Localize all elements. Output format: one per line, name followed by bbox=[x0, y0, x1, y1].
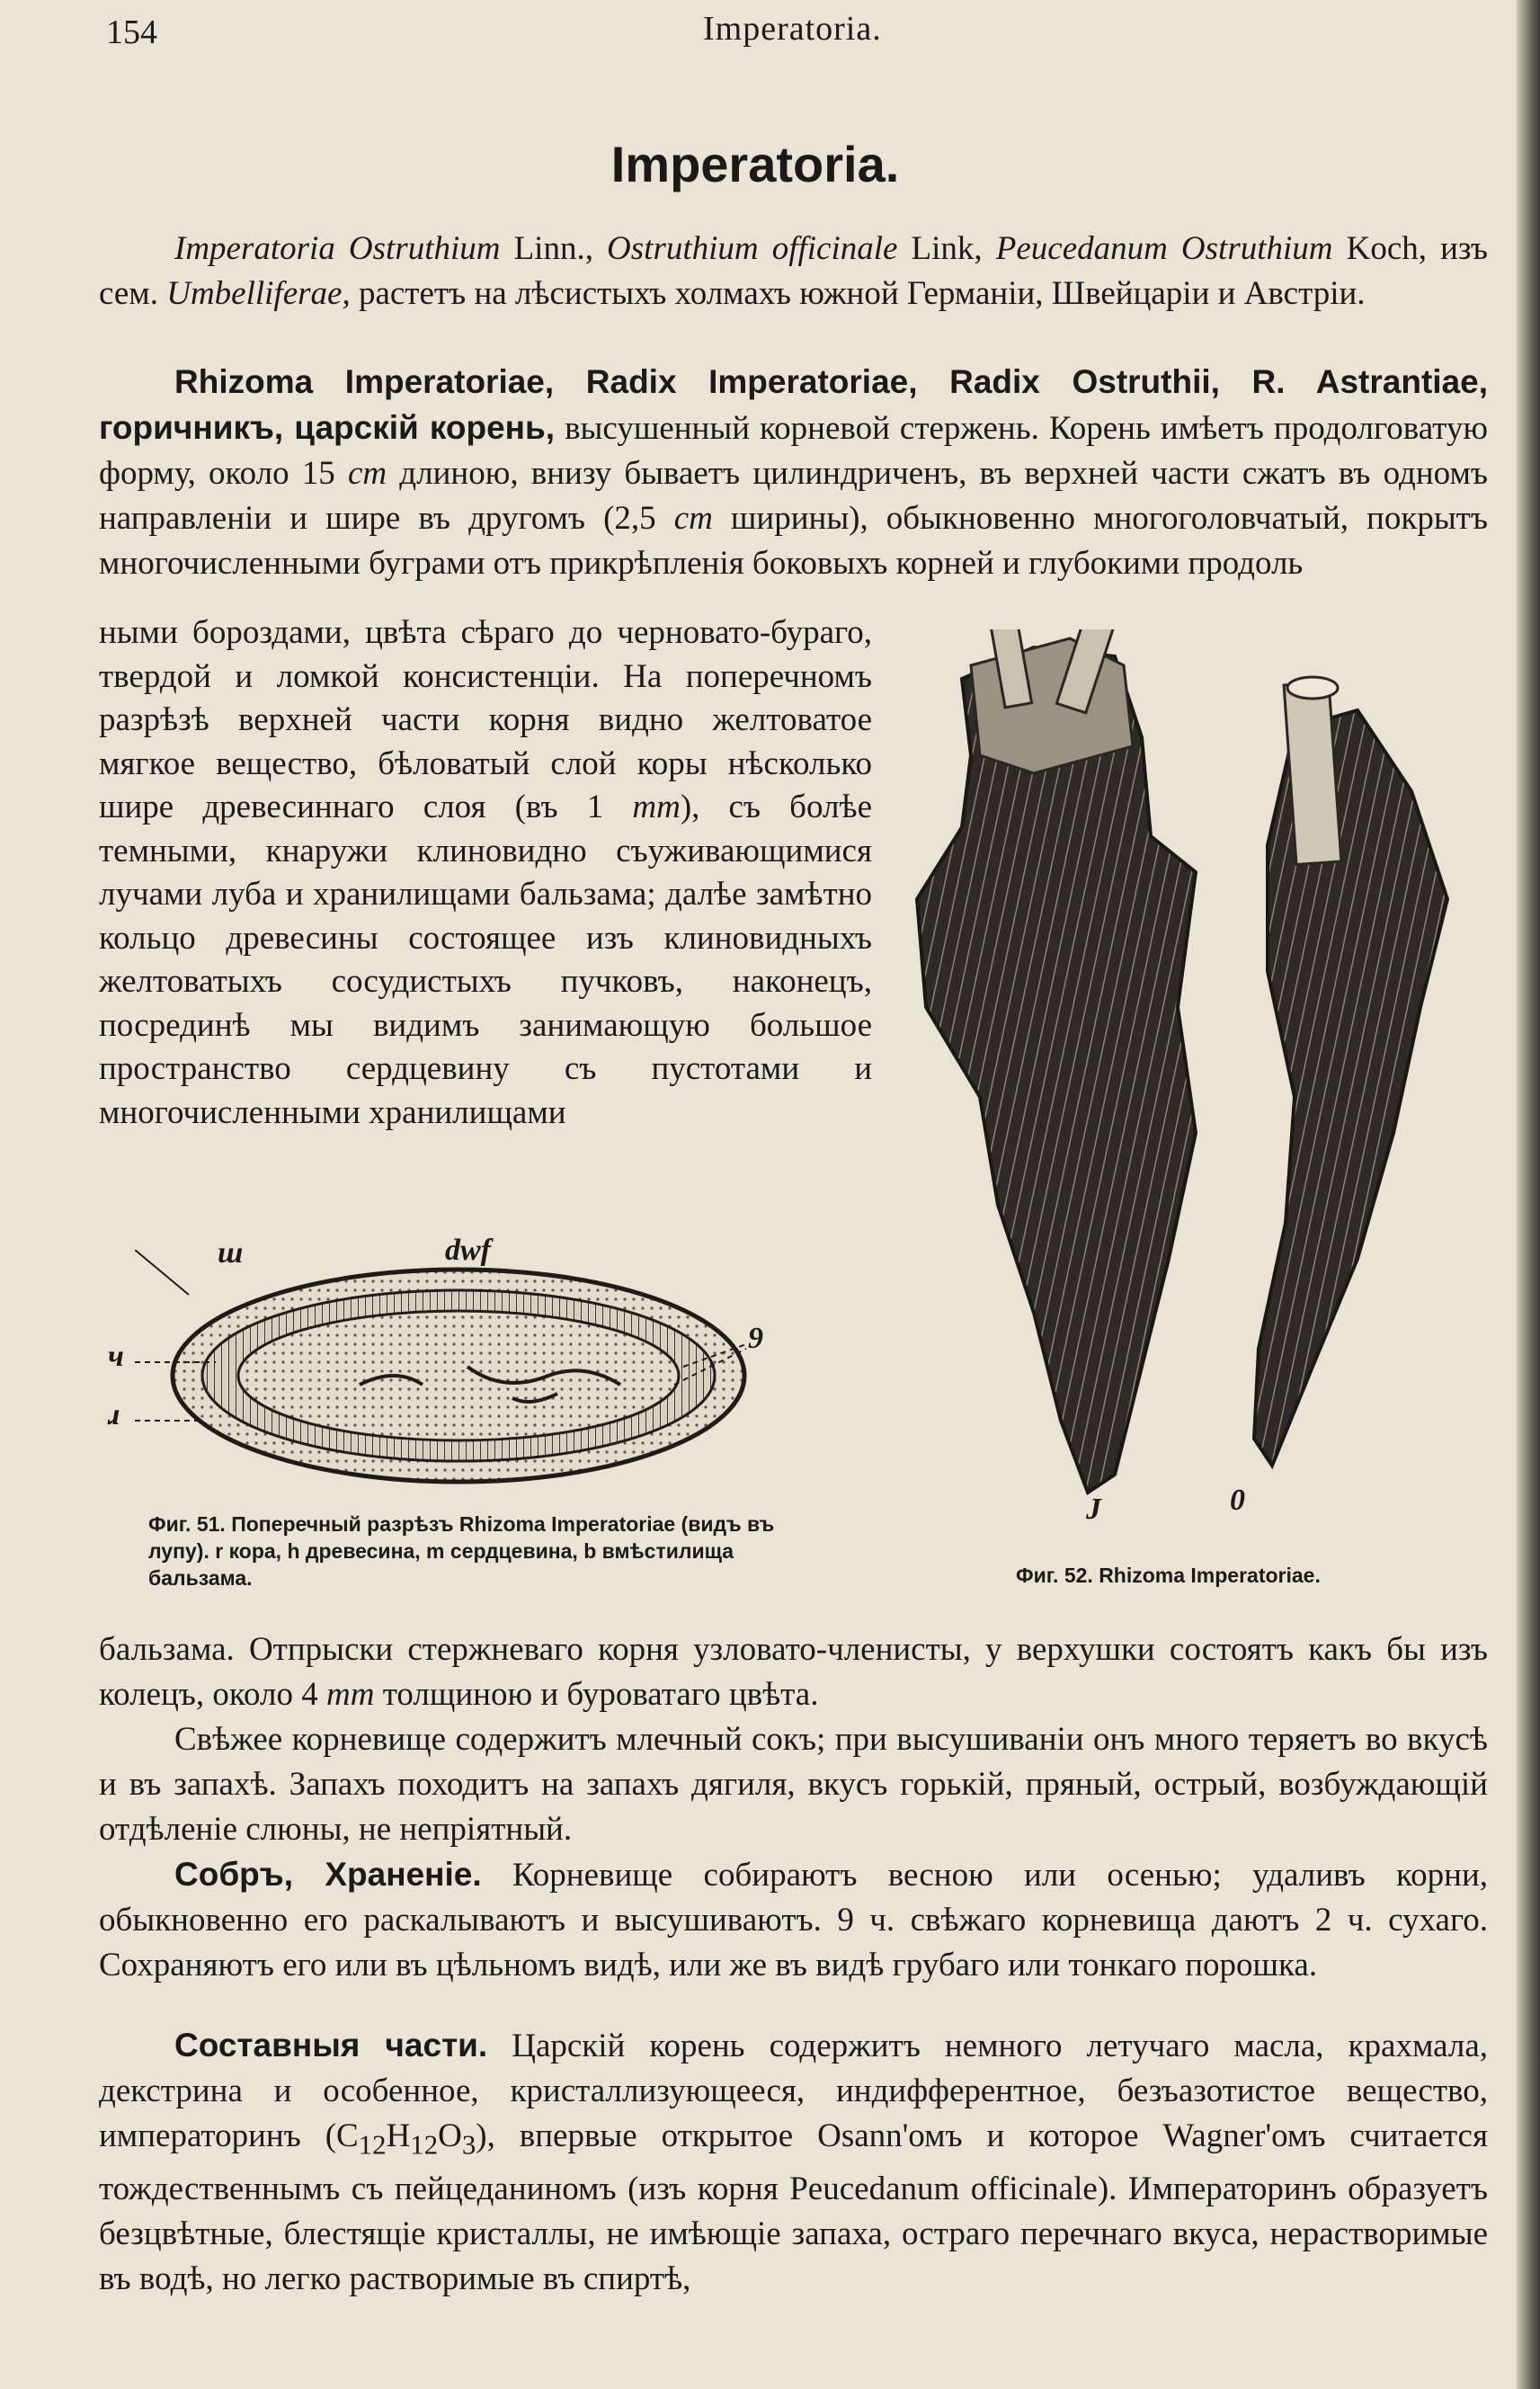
formula-h: H bbox=[386, 2117, 411, 2154]
running-head: Imperatoria. bbox=[703, 10, 882, 48]
formula-o: O bbox=[438, 2117, 462, 2154]
unit-mm: mm bbox=[326, 1676, 375, 1713]
constituents-text-2: ), впервые открытое Osann'омъ и которое Wagner'омъ считается тождественнымъ съ пейцеданиномъ (изъ корня Peucedanum officinale). Императоринъ образуетъ безцвѣтные, блестящіе кристаллы, не имѣющіе запаха, остраго перечнаго вкуса, нерастворимые въ водѣ, но легко растворимые въ спиртѣ, bbox=[99, 2117, 1488, 2298]
article-title: Imperatoria. bbox=[610, 136, 900, 192]
author-koch: Koch, изъ сем. bbox=[99, 230, 1488, 312]
formula-sub-o: 3 bbox=[461, 2129, 476, 2161]
latin-name: Imperatoria Ostruthium bbox=[174, 230, 501, 267]
constituents-paragraph bbox=[99, 2023, 1488, 2302]
page-number: 154 bbox=[106, 13, 157, 51]
unit-mm-1: mm bbox=[632, 789, 681, 825]
author-linn: Linn., bbox=[500, 230, 608, 267]
fig51-label-dwf: dwf bbox=[445, 1234, 491, 1267]
fig51-caption: Фиг. 51. Поперечный разрѣзъ Rhizoma Imperatoriae (видъ въ лупу). r кора, h древесина, m сердцевина, b вмѣстилища бальзама. bbox=[148, 1512, 775, 1590]
description-paragraph-narrow bbox=[99, 611, 872, 1196]
collection-text: Корневище собираютъ весною или осенью; удаливъ корни, обыкновенно его раскалываютъ и высушиваютъ. 9 ч. свѣжаго корневища даютъ 2 ч. сухаго. Сохраняютъ его или въ цѣльномъ видѣ, или же въ видѣ грубаго или тонкаго порошка. bbox=[99, 1857, 1489, 1983]
unit-cm-2: cm bbox=[673, 500, 713, 537]
fresh-root-paragraph: Свѣжее корневище содержитъ млечный сокъ; при высушиваніи онъ много теряетъ во вкусѣ и въ запахѣ. Запахъ походитъ на запахъ дягиля, вкусъ горькій, пряный, острый, возбуждающій отдѣленіе слюны, не непріятный. bbox=[99, 1721, 1488, 1848]
description-text-2: длиною, внизу бываетъ цилиндриченъ, въ верхней части сжатъ въ одномъ направленіи и шире въ другомъ (2,5 bbox=[99, 455, 1488, 537]
continuation-text-1: бальзама. Отпрыски стержневаго корня узловато-членисты, у верхушки состоятъ какъ бы изъ колецъ, около 4 bbox=[99, 1631, 1488, 1713]
constituents-heading: Составныя части. bbox=[174, 2027, 488, 2064]
unit-cm-1: cm bbox=[347, 455, 387, 492]
page-edge-shadow bbox=[1517, 0, 1540, 2389]
fig52-label-right: 0 bbox=[1230, 1484, 1245, 1517]
description-text-4: ), съ болѣе темными, кнаружи клиновидно съуживающимися лучами луба и хранилищами бальзама; далѣе замѣтно кольцо древесины состоящее изъ клиновидныхъ желтоватыхъ сосудистыхъ пучковъ, наконецъ, посрединѣ мы видимъ занимающую большое пространство сердцевину съ пустотами и многочисленными хранилищами bbox=[99, 789, 872, 1131]
figure-51-cross-section bbox=[135, 1250, 782, 1502]
continuation-paragraph bbox=[99, 1627, 1488, 1717]
author-link: Link, bbox=[897, 230, 996, 267]
description-text-3b: ными бороздами, цвѣта сѣраго до черновато-бураго, твердой и ломкой консистенціи. На поперечномъ разрѣзѣ верхней части корня видно желтоватое мягкое вещество, бѣловатый слой коры нѣсколько шире древесиннаго слоя (въ 1 bbox=[99, 614, 872, 825]
intro-paragraph bbox=[99, 227, 1488, 316]
fig52-label-left: J bbox=[1086, 1493, 1101, 1526]
fig51-label-ch: ч bbox=[108, 1340, 124, 1373]
fig51-label-r: ɹ bbox=[108, 1398, 120, 1431]
constituents-text-1: Царскій корень содержитъ немного летучаго масла, крахмала, декстрина и особенное, кристаллизующееся, индифферентное, безъазотистое вещество, императоринъ (C bbox=[99, 2028, 1489, 2154]
description-paragraph-wide bbox=[99, 360, 1488, 611]
description-text-3a: ширины), обыкновенно многоголовчатый, покрытъ многочисленными буграми отъ прикрѣпленія боковыхъ корней и глубокими продоль bbox=[99, 500, 1488, 582]
latin-synonym-1: Ostruthium officinale bbox=[607, 230, 898, 267]
fig51-label-sh: ш bbox=[218, 1236, 244, 1270]
fig51-label-9: 9 bbox=[748, 1322, 763, 1355]
family-name: Umbelliferae, bbox=[166, 275, 351, 312]
latin-synonym-2: Peucedanum Ostruthium bbox=[995, 230, 1333, 267]
drug-names: Rhizoma Imperatoriae, Radix Imperatoriae, Radix Ostruthii, R. Astrantiae, горичникъ, царскій корень, bbox=[99, 363, 1488, 446]
collection-heading: Собръ, Храненіе. bbox=[174, 1856, 482, 1893]
formula-sub-h: 12 bbox=[410, 2129, 439, 2161]
collection-paragraph bbox=[99, 1852, 1488, 1988]
fig52-caption: Фиг. 52. Rhizoma Imperatoriae. bbox=[1016, 1564, 1321, 1587]
continuation-text-2: толщиною и буроватаго цвѣта. bbox=[374, 1676, 819, 1713]
habitat-text: растетъ на лѣсистыхъ холмахъ южной Германіи, Швейцаріи и Австріи. bbox=[350, 275, 1366, 312]
formula-sub-c: 12 bbox=[358, 2129, 387, 2161]
figure-52-rhizome-drawing bbox=[908, 629, 1501, 1511]
description-text-1: высушенный корневой стержень. Корень имѣетъ продолговатую форму, около 15 bbox=[99, 410, 1488, 492]
